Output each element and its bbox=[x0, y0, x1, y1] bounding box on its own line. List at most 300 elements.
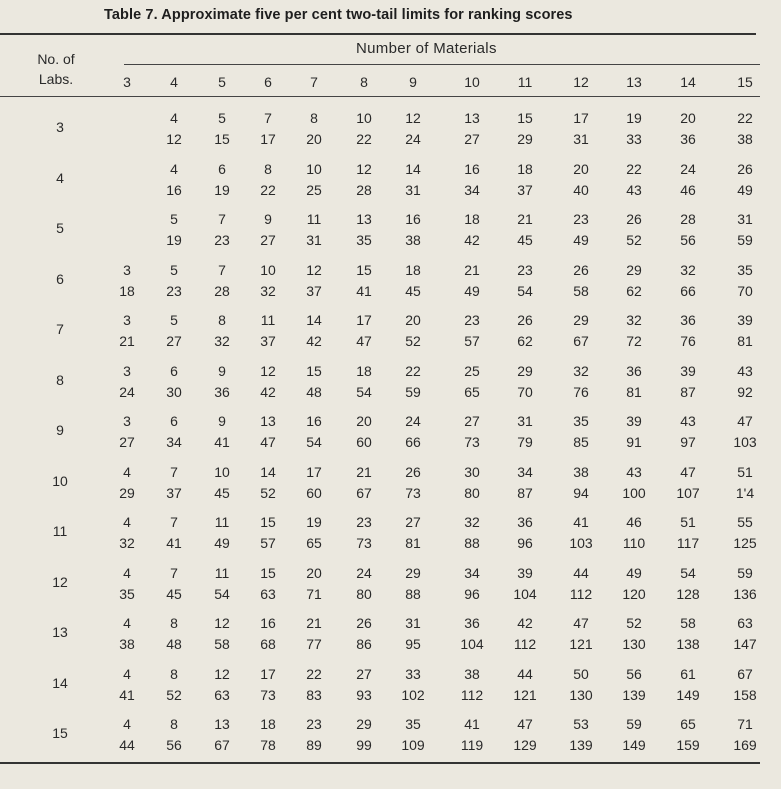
cell-lower: 35 bbox=[737, 262, 753, 278]
cell-lower: 15 bbox=[517, 110, 533, 126]
cell-lower: 7 bbox=[218, 211, 226, 227]
cell-upper: 24 bbox=[405, 131, 421, 147]
cell-upper: 47 bbox=[260, 434, 276, 450]
cell-upper: 77 bbox=[306, 636, 322, 652]
cell-upper: 63 bbox=[260, 586, 276, 602]
cell-lower: 39 bbox=[626, 413, 642, 429]
cell-upper: 31 bbox=[405, 182, 421, 198]
cell-upper: 110 bbox=[622, 535, 646, 551]
top-rule bbox=[0, 33, 756, 35]
cell-lower: 32 bbox=[573, 363, 589, 379]
cell-lower: 53 bbox=[573, 716, 589, 732]
cell-upper: 97 bbox=[680, 434, 696, 450]
cell-lower: 55 bbox=[737, 514, 753, 530]
cell-upper: 22 bbox=[260, 182, 276, 198]
cell-lower: 4 bbox=[123, 666, 131, 682]
cell-lower: 43 bbox=[737, 363, 753, 379]
cell-upper: 29 bbox=[119, 485, 135, 501]
cell-upper: 119 bbox=[460, 737, 484, 753]
cell-lower: 5 bbox=[218, 110, 226, 126]
cell-upper: 31 bbox=[573, 131, 589, 147]
header-rule bbox=[0, 96, 760, 97]
cell-upper: 121 bbox=[513, 687, 537, 703]
cell-lower: 26 bbox=[573, 262, 589, 278]
cell-lower: 8 bbox=[170, 716, 178, 732]
cell-upper: 83 bbox=[306, 687, 322, 703]
cell-upper: 73 bbox=[260, 687, 276, 703]
cell-lower: 29 bbox=[517, 363, 533, 379]
cell-lower: 20 bbox=[573, 161, 589, 177]
cell-upper: 81 bbox=[626, 384, 642, 400]
row-label: 6 bbox=[56, 271, 64, 287]
cell-lower: 29 bbox=[356, 716, 372, 732]
cell-lower: 27 bbox=[356, 666, 372, 682]
row-label: 14 bbox=[52, 675, 68, 691]
row-label: 8 bbox=[56, 372, 64, 388]
cell-lower: 27 bbox=[405, 514, 421, 530]
column-header: 6 bbox=[264, 74, 272, 90]
cell-lower: 23 bbox=[517, 262, 533, 278]
cell-upper: 86 bbox=[356, 636, 372, 652]
cell-lower: 36 bbox=[680, 312, 696, 328]
cell-upper: 29 bbox=[517, 131, 533, 147]
cell-lower: 26 bbox=[626, 211, 642, 227]
cell-upper: 27 bbox=[166, 333, 182, 349]
cell-lower: 41 bbox=[573, 514, 589, 530]
cell-lower: 33 bbox=[405, 666, 421, 682]
cell-upper: 35 bbox=[119, 586, 135, 602]
cell-lower: 26 bbox=[356, 615, 372, 631]
cell-lower: 13 bbox=[356, 211, 372, 227]
cell-upper: 41 bbox=[119, 687, 135, 703]
cell-upper: 40 bbox=[573, 182, 589, 198]
cell-lower: 49 bbox=[626, 565, 642, 581]
cell-upper: 48 bbox=[306, 384, 322, 400]
cell-upper: 56 bbox=[680, 232, 696, 248]
cell-lower: 13 bbox=[260, 413, 276, 429]
cell-lower: 11 bbox=[214, 565, 230, 581]
cell-lower: 3 bbox=[123, 262, 131, 278]
row-label: 10 bbox=[52, 473, 68, 489]
cell-lower: 31 bbox=[517, 413, 533, 429]
cell-lower: 47 bbox=[517, 716, 533, 732]
cell-upper: 41 bbox=[166, 535, 182, 551]
cell-upper: 94 bbox=[573, 485, 589, 501]
cell-upper: 80 bbox=[356, 586, 372, 602]
cell-upper: 87 bbox=[680, 384, 696, 400]
cell-lower: 12 bbox=[356, 161, 372, 177]
cell-lower: 47 bbox=[573, 615, 589, 631]
cell-upper: 38 bbox=[405, 232, 421, 248]
column-header: 4 bbox=[170, 74, 178, 90]
cell-lower: 29 bbox=[626, 262, 642, 278]
cell-lower: 14 bbox=[405, 161, 421, 177]
cell-upper: 59 bbox=[737, 232, 753, 248]
cell-lower: 15 bbox=[306, 363, 322, 379]
cell-upper: 54 bbox=[517, 283, 533, 299]
cell-lower: 15 bbox=[260, 565, 276, 581]
cell-lower: 6 bbox=[218, 161, 226, 177]
cell-lower: 3 bbox=[123, 363, 131, 379]
cell-lower: 4 bbox=[123, 716, 131, 732]
cell-upper: 30 bbox=[166, 384, 182, 400]
cell-lower: 58 bbox=[680, 615, 696, 631]
cell-upper: 112 bbox=[569, 586, 593, 602]
cell-lower: 22 bbox=[737, 110, 753, 126]
cell-upper: 112 bbox=[513, 636, 537, 652]
cell-lower: 4 bbox=[123, 514, 131, 530]
cell-lower: 10 bbox=[260, 262, 276, 278]
cell-upper: 96 bbox=[517, 535, 533, 551]
cell-upper: 46 bbox=[680, 182, 696, 198]
cell-upper: 34 bbox=[464, 182, 480, 198]
cell-upper: 47 bbox=[356, 333, 372, 349]
cell-upper: 54 bbox=[214, 586, 230, 602]
cell-lower: 27 bbox=[464, 413, 480, 429]
cell-lower: 36 bbox=[517, 514, 533, 530]
cell-lower: 5 bbox=[170, 312, 178, 328]
cell-lower: 23 bbox=[464, 312, 480, 328]
cell-lower: 11 bbox=[260, 312, 276, 328]
cell-lower: 42 bbox=[517, 615, 533, 631]
column-header: 13 bbox=[626, 74, 642, 90]
cell-upper: 73 bbox=[464, 434, 480, 450]
cell-lower: 47 bbox=[737, 413, 753, 429]
cell-lower: 6 bbox=[170, 363, 178, 379]
cell-lower: 35 bbox=[405, 716, 421, 732]
cell-lower: 8 bbox=[170, 615, 178, 631]
cell-lower: 54 bbox=[680, 565, 696, 581]
cell-upper: 32 bbox=[214, 333, 230, 349]
cell-upper: 20 bbox=[306, 131, 322, 147]
cell-lower: 43 bbox=[626, 464, 642, 480]
cell-upper: 104 bbox=[460, 636, 484, 652]
cell-lower: 21 bbox=[517, 211, 533, 227]
column-header: 12 bbox=[573, 74, 589, 90]
cell-upper: 38 bbox=[737, 131, 753, 147]
cell-upper: 25 bbox=[306, 182, 322, 198]
cell-lower: 7 bbox=[264, 110, 272, 126]
cell-lower: 12 bbox=[214, 666, 230, 682]
cell-upper: 67 bbox=[573, 333, 589, 349]
cell-upper: 128 bbox=[676, 586, 700, 602]
cell-upper: 66 bbox=[680, 283, 696, 299]
cell-upper: 38 bbox=[119, 636, 135, 652]
cell-lower: 39 bbox=[517, 565, 533, 581]
cell-lower: 28 bbox=[680, 211, 696, 227]
cell-upper: 54 bbox=[356, 384, 372, 400]
column-header: 10 bbox=[464, 74, 480, 90]
cell-upper: 41 bbox=[214, 434, 230, 450]
cell-upper: 149 bbox=[622, 737, 646, 753]
cell-lower: 8 bbox=[218, 312, 226, 328]
cell-upper: 56 bbox=[166, 737, 182, 753]
cell-lower: 10 bbox=[214, 464, 230, 480]
cell-upper: 32 bbox=[260, 283, 276, 299]
cell-upper: 45 bbox=[214, 485, 230, 501]
cell-upper: 59 bbox=[405, 384, 421, 400]
cell-lower: 4 bbox=[123, 565, 131, 581]
cell-lower: 24 bbox=[356, 565, 372, 581]
cell-upper: 28 bbox=[356, 182, 372, 198]
cell-upper: 66 bbox=[405, 434, 421, 450]
labs-header-line2: Labs. bbox=[38, 71, 74, 87]
cell-upper: 18 bbox=[119, 283, 135, 299]
cell-lower: 26 bbox=[517, 312, 533, 328]
cell-lower: 22 bbox=[405, 363, 421, 379]
cell-upper: 149 bbox=[676, 687, 700, 703]
cell-lower: 10 bbox=[306, 161, 322, 177]
table-title: Table 7. Approximate five per cent two-tail limits for ranking scores bbox=[104, 7, 573, 23]
cell-lower: 7 bbox=[170, 565, 178, 581]
cell-upper: 138 bbox=[676, 636, 700, 652]
cell-lower: 59 bbox=[737, 565, 753, 581]
cell-lower: 38 bbox=[464, 666, 480, 682]
cell-lower: 23 bbox=[573, 211, 589, 227]
column-header: 7 bbox=[310, 74, 318, 90]
cell-upper: 81 bbox=[737, 333, 753, 349]
cell-lower: 9 bbox=[218, 413, 226, 429]
cell-lower: 8 bbox=[170, 666, 178, 682]
cell-lower: 9 bbox=[218, 363, 226, 379]
cell-upper: 65 bbox=[464, 384, 480, 400]
cell-upper: 93 bbox=[356, 687, 372, 703]
cell-lower: 25 bbox=[464, 363, 480, 379]
materials-header: Number of Materials bbox=[356, 40, 497, 57]
cell-upper: 130 bbox=[569, 687, 593, 703]
cell-lower: 19 bbox=[306, 514, 322, 530]
cell-upper: 23 bbox=[166, 283, 182, 299]
cell-upper: 159 bbox=[676, 737, 700, 753]
cell-upper: 89 bbox=[306, 737, 322, 753]
cell-upper: 88 bbox=[405, 586, 421, 602]
cell-upper: 91 bbox=[626, 434, 642, 450]
cell-upper: 107 bbox=[676, 485, 700, 501]
row-label: 15 bbox=[52, 725, 68, 741]
cell-upper: 52 bbox=[260, 485, 276, 501]
cell-upper: 80 bbox=[464, 485, 480, 501]
cell-upper: 103 bbox=[569, 535, 593, 551]
cell-lower: 38 bbox=[573, 464, 589, 480]
cell-upper: 169 bbox=[733, 737, 757, 753]
cell-lower: 47 bbox=[680, 464, 696, 480]
cell-lower: 20 bbox=[306, 565, 322, 581]
cell-upper: 17 bbox=[260, 131, 276, 147]
cell-upper: 12 bbox=[166, 131, 182, 147]
cell-lower: 23 bbox=[356, 514, 372, 530]
cell-lower: 17 bbox=[356, 312, 372, 328]
cell-upper: 130 bbox=[622, 636, 646, 652]
cell-lower: 12 bbox=[260, 363, 276, 379]
column-header: 3 bbox=[123, 74, 131, 90]
column-header: 8 bbox=[360, 74, 368, 90]
column-header: 9 bbox=[409, 74, 417, 90]
cell-upper: 88 bbox=[464, 535, 480, 551]
cell-upper: 60 bbox=[306, 485, 322, 501]
cell-upper: 43 bbox=[626, 182, 642, 198]
cell-upper: 19 bbox=[166, 232, 182, 248]
cell-lower: 21 bbox=[464, 262, 480, 278]
cell-lower: 14 bbox=[306, 312, 322, 328]
cell-lower: 51 bbox=[680, 514, 696, 530]
cell-upper: 65 bbox=[306, 535, 322, 551]
cell-lower: 8 bbox=[310, 110, 318, 126]
cell-upper: 73 bbox=[356, 535, 372, 551]
cell-lower: 23 bbox=[306, 716, 322, 732]
cell-upper: 32 bbox=[119, 535, 135, 551]
cell-upper: 27 bbox=[260, 232, 276, 248]
cell-upper: 44 bbox=[119, 737, 135, 753]
cell-upper: 78 bbox=[260, 737, 276, 753]
cell-lower: 24 bbox=[680, 161, 696, 177]
cell-lower: 5 bbox=[170, 211, 178, 227]
cell-lower: 44 bbox=[517, 666, 533, 682]
cell-lower: 18 bbox=[260, 716, 276, 732]
cell-upper: 37 bbox=[517, 182, 533, 198]
cell-lower: 19 bbox=[626, 110, 642, 126]
cell-upper: 31 bbox=[306, 232, 322, 248]
cell-lower: 71 bbox=[737, 716, 753, 732]
cell-lower: 16 bbox=[260, 615, 276, 631]
column-header: 14 bbox=[680, 74, 696, 90]
row-label: 3 bbox=[56, 119, 64, 135]
cell-lower: 14 bbox=[260, 464, 276, 480]
cell-upper: 125 bbox=[733, 535, 757, 551]
cell-lower: 24 bbox=[405, 413, 421, 429]
cell-upper: 99 bbox=[356, 737, 372, 753]
cell-upper: 139 bbox=[622, 687, 646, 703]
cell-lower: 7 bbox=[218, 262, 226, 278]
materials-underline bbox=[124, 64, 760, 65]
cell-lower: 3 bbox=[123, 413, 131, 429]
cell-lower: 20 bbox=[356, 413, 372, 429]
cell-upper: 76 bbox=[573, 384, 589, 400]
cell-lower: 15 bbox=[260, 514, 276, 530]
cell-upper: 37 bbox=[166, 485, 182, 501]
labs-header-line1: No. of bbox=[37, 51, 75, 67]
cell-lower: 43 bbox=[680, 413, 696, 429]
cell-lower: 29 bbox=[573, 312, 589, 328]
cell-lower: 16 bbox=[405, 211, 421, 227]
cell-lower: 4 bbox=[123, 615, 131, 631]
row-label: 5 bbox=[56, 220, 64, 236]
cell-upper: 1'4 bbox=[735, 485, 755, 501]
cell-upper: 112 bbox=[460, 687, 484, 703]
cell-upper: 57 bbox=[260, 535, 276, 551]
cell-lower: 30 bbox=[464, 464, 480, 480]
cell-upper: 57 bbox=[464, 333, 480, 349]
cell-upper: 71 bbox=[306, 586, 322, 602]
cell-lower: 34 bbox=[517, 464, 533, 480]
labs-header bbox=[24, 49, 88, 89]
cell-lower: 9 bbox=[264, 211, 272, 227]
cell-lower: 35 bbox=[573, 413, 589, 429]
cell-upper: 58 bbox=[214, 636, 230, 652]
cell-upper: 117 bbox=[676, 535, 700, 551]
cell-upper: 36 bbox=[214, 384, 230, 400]
cell-upper: 49 bbox=[737, 182, 753, 198]
cell-upper: 49 bbox=[464, 283, 480, 299]
cell-lower: 17 bbox=[306, 464, 322, 480]
cell-upper: 34 bbox=[166, 434, 182, 450]
column-header: 11 bbox=[517, 74, 533, 90]
cell-lower: 7 bbox=[170, 464, 178, 480]
cell-lower: 22 bbox=[626, 161, 642, 177]
cell-lower: 6 bbox=[170, 413, 178, 429]
cell-upper: 45 bbox=[517, 232, 533, 248]
cell-lower: 17 bbox=[573, 110, 589, 126]
row-label: 12 bbox=[52, 574, 68, 590]
cell-lower: 15 bbox=[356, 262, 372, 278]
cell-upper: 100 bbox=[622, 485, 646, 501]
cell-upper: 24 bbox=[119, 384, 135, 400]
cell-upper: 36 bbox=[680, 131, 696, 147]
cell-lower: 7 bbox=[170, 514, 178, 530]
cell-lower: 26 bbox=[405, 464, 421, 480]
cell-lower: 39 bbox=[680, 363, 696, 379]
cell-upper: 67 bbox=[356, 485, 372, 501]
cell-lower: 50 bbox=[573, 666, 589, 682]
cell-upper: 67 bbox=[214, 737, 230, 753]
cell-upper: 136 bbox=[733, 586, 757, 602]
cell-lower: 46 bbox=[626, 514, 642, 530]
cell-upper: 121 bbox=[569, 636, 593, 652]
cell-lower: 39 bbox=[737, 312, 753, 328]
cell-lower: 18 bbox=[356, 363, 372, 379]
cell-lower: 12 bbox=[405, 110, 421, 126]
cell-lower: 41 bbox=[464, 716, 480, 732]
cell-lower: 22 bbox=[306, 666, 322, 682]
cell-upper: 52 bbox=[626, 232, 642, 248]
cell-lower: 18 bbox=[405, 262, 421, 278]
cell-upper: 54 bbox=[306, 434, 322, 450]
cell-upper: 87 bbox=[517, 485, 533, 501]
cell-upper: 52 bbox=[166, 687, 182, 703]
column-header: 15 bbox=[737, 74, 753, 90]
cell-lower: 61 bbox=[680, 666, 696, 682]
cell-upper: 27 bbox=[464, 131, 480, 147]
cell-upper: 102 bbox=[401, 687, 425, 703]
cell-lower: 31 bbox=[737, 211, 753, 227]
cell-upper: 15 bbox=[214, 131, 230, 147]
cell-upper: 70 bbox=[737, 283, 753, 299]
cell-upper: 79 bbox=[517, 434, 533, 450]
cell-lower: 36 bbox=[464, 615, 480, 631]
cell-upper: 58 bbox=[573, 283, 589, 299]
row-label: 4 bbox=[56, 170, 64, 186]
cell-upper: 45 bbox=[166, 586, 182, 602]
cell-upper: 28 bbox=[214, 283, 230, 299]
cell-lower: 3 bbox=[123, 312, 131, 328]
cell-upper: 33 bbox=[626, 131, 642, 147]
cell-lower: 29 bbox=[405, 565, 421, 581]
cell-upper: 76 bbox=[680, 333, 696, 349]
cell-upper: 62 bbox=[626, 283, 642, 299]
cell-lower: 21 bbox=[306, 615, 322, 631]
cell-lower: 12 bbox=[306, 262, 322, 278]
cell-lower: 18 bbox=[517, 161, 533, 177]
cell-upper: 139 bbox=[569, 737, 593, 753]
cell-upper: 27 bbox=[119, 434, 135, 450]
cell-lower: 10 bbox=[356, 110, 372, 126]
cell-lower: 4 bbox=[123, 464, 131, 480]
cell-upper: 73 bbox=[405, 485, 421, 501]
cell-lower: 52 bbox=[626, 615, 642, 631]
cell-upper: 49 bbox=[214, 535, 230, 551]
cell-lower: 16 bbox=[306, 413, 322, 429]
cell-lower: 11 bbox=[214, 514, 230, 530]
cell-lower: 26 bbox=[737, 161, 753, 177]
